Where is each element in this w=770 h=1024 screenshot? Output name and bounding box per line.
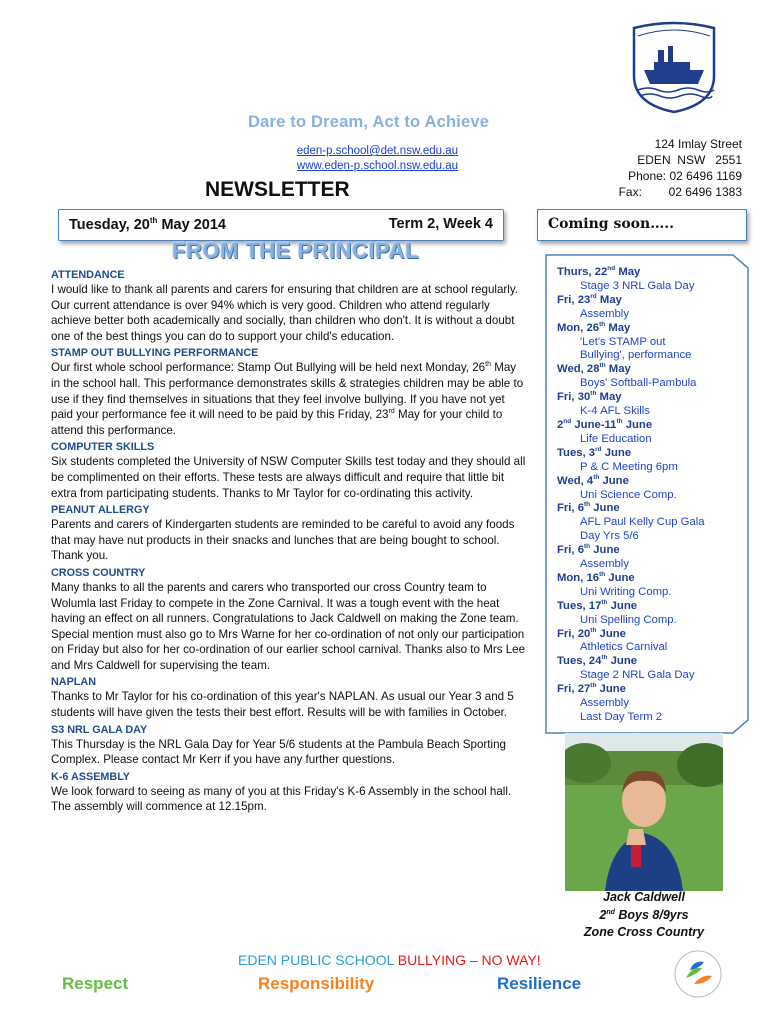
calendar-date: Fri, 6th June [557, 501, 620, 515]
bullying-slogan [238, 952, 541, 968]
section-heading-stamp: STAMP OUT BULLYING PERFORMANCE [51, 347, 259, 360]
phone-line [590, 168, 742, 184]
contact-links [278, 144, 458, 174]
calendar-date: Mon, 26th May [557, 320, 631, 334]
principal-heading: FROM THE PRINCIPAL [172, 238, 419, 263]
section-heading-peanut: PEANUT ALLERGY [51, 504, 150, 517]
coming-soon-box [537, 209, 747, 241]
section-text-stamp: Our first whole school performance: Stamp Out Bullying will be held next Monday, 26th May in the school hall. This performance demonstrates skills & strategies children may be able to use if they find themselves in situations that they feel involve bullying. If you have not yet paid your performance fee it will need to be paid by this Friday, 23rd May for your child to attend this performance. [51, 361, 524, 437]
calendar-date: Thurs, 22nd May [557, 265, 641, 278]
calendar-date: Tues, 3rd June [557, 446, 632, 459]
section-text-gala: This Thursday is the NRL Gala Day for Year 5/6 students at the Pambula Beach Sporting Complex. Please contact Mr Kerr if you have any further questions. [51, 737, 506, 767]
calendar-date: Tues, 17th June [557, 598, 638, 612]
school-address [590, 136, 742, 200]
calendar-list [557, 266, 747, 725]
issue-term: Term 2, Week 4 [388, 216, 493, 232]
value-responsibility: Responsibility [258, 974, 375, 993]
calendar-event: P & C Meeting 6pm [580, 460, 678, 473]
school-motto: Dare to Dream, Act to Achieve [248, 113, 490, 131]
fax-line [590, 184, 742, 200]
section-heading-cross: CROSS COUNTRY [51, 566, 146, 579]
calendar-event: Life Education [580, 432, 652, 445]
section-heading-computer: COMPUTER SKILLS [51, 441, 155, 454]
calendar-event: Uni Science Comp. [580, 488, 677, 501]
caption-event: Zone Cross Country [583, 925, 705, 939]
coming-soon-calendar [543, 252, 751, 736]
caption-name: Jack Caldwell [603, 890, 685, 904]
calendar-event: K-4 AFL Skills [580, 405, 650, 418]
principal-article [51, 268, 526, 817]
calendar-event: 'Let's STAMP out [580, 335, 666, 348]
calendar-event: Assembly [580, 307, 629, 320]
phone-label: Phone: [628, 169, 667, 183]
issue-date: Tuesday, 20th May 2014 [69, 216, 226, 233]
section-text-cross: Many thanks to all the parents and carers who transported our cross Country team to Wolumla last Friday to compete in the Zone Carnival. It was a tough event with the heat having an effect on all runners. Congratulations to Jack Caldwell on making the Zone team. Special mention must also go to Mrs Warne for her co-ordination of not only our participation on Friday but also for her co-ordination of our earlier school carnival. Thanks also to Mrs Lee and Mrs Caldwell for supervising the team. [51, 580, 526, 672]
calendar-event: Uni Writing Comp. [580, 585, 672, 598]
section-text-assembly: We look forward to seeing as many of you at this Friday's K-6 Assembly in the school hall. The assembly will commence at 12.15pm. [51, 784, 512, 814]
fax-label: Fax: [618, 185, 642, 199]
slogan-school: EDEN PUBLIC SCHOOL [238, 952, 398, 968]
section-heading-attendance: ATTENDANCE [51, 269, 125, 281]
date-box [58, 209, 504, 241]
calendar-event: Assembly [580, 697, 629, 710]
calendar-event: Bullying', performance [580, 349, 692, 362]
address-town: EDEN [637, 153, 671, 167]
website-link[interactable]: www.eden-p.school.nsw.edu.au [296, 160, 458, 172]
calendar-event: Uni Spelling Comp. [580, 613, 677, 626]
calendar-event: Assembly [580, 558, 629, 571]
address-town-line [590, 152, 742, 168]
section-heading-gala: S3 NRL GALA DAY [51, 723, 148, 736]
values-badge-icon [672, 948, 724, 1000]
section-text-peanut: Parents and carers of Kindergarten students are reminded to be careful to avoid any foods that may have nut products in their snacks and lunches that are being bought to school. Thank you. [51, 518, 515, 563]
address-street: 124 Imlay Street [654, 137, 742, 151]
section-text-computer: Six students completed the University of NSW Computer Skills test today and they should all be complimented on their efforts. These tests are always difficult and require that little bit extra from participating students. Thanks to Mr Taylor for co-ordinating this activity. [51, 455, 526, 500]
photo-caption [565, 889, 723, 942]
school-logo [628, 18, 720, 114]
calendar-event: Day Yrs 5/6 [580, 530, 639, 543]
section-text-attendance: I would like to thank all parents and carers for ensuring that children are at school regularly. Our current attendance is over 94% which is very good. Children who attend regularly achieve better both academically and socially, than children who don't. It is without a doubt one of the best things you can do to support your child's education. [51, 283, 519, 343]
email-link[interactable]: eden-p.school@det.nsw.edu.au [296, 145, 458, 157]
value-resilience: Resilience [497, 974, 582, 993]
calendar-date: Fri, 20th June [557, 626, 626, 640]
calendar-event: Stage 3 NRL Gala Day [580, 279, 695, 292]
value-respect: Respect [62, 974, 129, 993]
calendar-date: Fri, 23rd May [557, 293, 622, 306]
calendar-date: Wed, 4th June [557, 473, 629, 487]
calendar-event: Stage 2 NRL Gala Day [580, 669, 695, 682]
address-postcode: 2551 [715, 153, 742, 167]
address-state: NSW [677, 153, 706, 167]
fax-number: 02 6496 1383 [668, 185, 742, 199]
coming-soon-label: Coming soon….. [548, 216, 674, 232]
section-heading-assembly: K-6 ASSEMBLY [51, 770, 130, 783]
slogan-no-way: BULLYING – NO WAY! [397, 952, 541, 968]
calendar-date: Fri, 6th June [557, 543, 620, 557]
calendar-date: Fri, 27th June [557, 682, 626, 696]
calendar-date: 2nd June-11th June [557, 418, 653, 431]
calendar-event: Boys' Softball-Pambula [580, 377, 697, 390]
calendar-event: Athletics Carnival [580, 641, 668, 654]
caption-place: 2nd Boys 8/9yrs [599, 907, 689, 922]
calendar-date: Wed, 28th May [557, 362, 631, 376]
calendar-date: Tues, 24th June [557, 654, 638, 668]
phone-number: 02 6496 1169 [669, 169, 742, 183]
calendar-date: Mon, 16th June [557, 571, 635, 584]
section-heading-naplan: NAPLAN [51, 676, 96, 689]
student-photo [565, 733, 723, 891]
calendar-date: Fri, 30th May [557, 390, 622, 404]
section-text-naplan: Thanks to Mr Taylor for his co-ordination of this year's NAPLAN. As usual our Year 3 and 5 students will have given the tests their best effort. Results will be with families in October. [51, 690, 514, 720]
calendar-event: Last Day Term 2 [580, 711, 663, 723]
calendar-event: AFL Paul Kelly Cup Gala [580, 516, 705, 529]
newsletter-title: NEWSLETTER [205, 178, 350, 201]
